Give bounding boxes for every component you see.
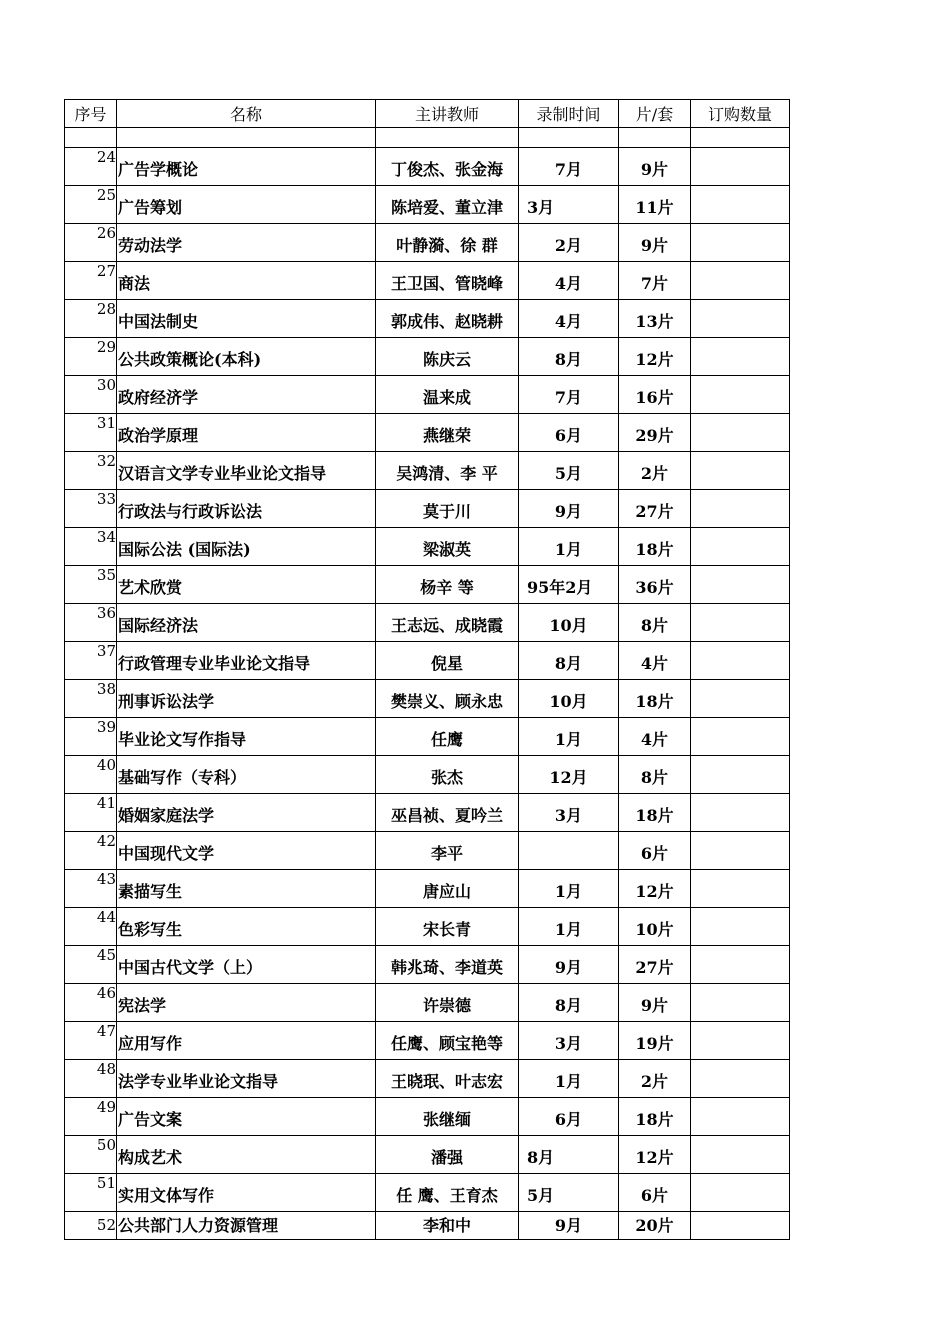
piece-count: 6片 <box>619 832 691 870</box>
order-quantity-cell[interactable] <box>691 604 790 642</box>
teacher-name: 杨辛 等 <box>376 566 519 604</box>
record-time: 6月 <box>519 414 619 452</box>
header-cell-time: 录制时间 <box>519 100 619 128</box>
row-number: 35 <box>65 566 117 604</box>
teacher-name: 吴鸿清、李 平 <box>376 452 519 490</box>
course-name: 公共政策概论(本科) <box>117 338 376 376</box>
course-name: 中国现代文学 <box>117 832 376 870</box>
piece-count: 12片 <box>619 1136 691 1174</box>
table-row <box>65 148 790 186</box>
piece-count: 18片 <box>619 680 691 718</box>
teacher-name: 温来成 <box>376 376 519 414</box>
header-cell-order-qty: 订购数量 <box>691 100 790 128</box>
blank-cell <box>691 128 790 148</box>
order-quantity-cell[interactable] <box>691 1022 790 1060</box>
teacher-name: 许崇德 <box>376 984 519 1022</box>
blank-cell <box>65 128 117 148</box>
course-name: 法学专业毕业论文指导 <box>117 1060 376 1098</box>
record-time: 3月 <box>519 1022 619 1060</box>
piece-count: 6片 <box>619 1174 691 1212</box>
record-time: 1月 <box>519 870 619 908</box>
order-quantity-cell[interactable] <box>691 414 790 452</box>
order-quantity-cell[interactable] <box>691 528 790 566</box>
header-cell-name: 名称 <box>117 100 376 128</box>
course-name: 基础写作（专科） <box>117 756 376 794</box>
teacher-name: 倪星 <box>376 642 519 680</box>
course-table <box>64 99 790 1240</box>
record-time: 12月 <box>519 756 619 794</box>
order-quantity-cell[interactable] <box>691 1098 790 1136</box>
record-time: 5月 <box>519 1174 619 1212</box>
table-row <box>65 490 790 528</box>
order-quantity-cell[interactable] <box>691 794 790 832</box>
table-row <box>65 946 790 984</box>
blank-cell <box>519 128 619 148</box>
table-row <box>65 528 790 566</box>
piece-count: 9片 <box>619 224 691 262</box>
piece-count: 8片 <box>619 604 691 642</box>
row-number: 41 <box>65 794 117 832</box>
table-row <box>65 414 790 452</box>
piece-count: 10片 <box>619 908 691 946</box>
teacher-name: 王晓珉、叶志宏 <box>376 1060 519 1098</box>
header-cell-no: 序号 <box>65 100 117 128</box>
course-name: 政府经济学 <box>117 376 376 414</box>
teacher-name: 任鹰、顾宝艳等 <box>376 1022 519 1060</box>
row-number: 33 <box>65 490 117 528</box>
order-quantity-cell[interactable] <box>691 452 790 490</box>
piece-count: 36片 <box>619 566 691 604</box>
piece-count: 7片 <box>619 262 691 300</box>
row-number: 25 <box>65 186 117 224</box>
row-number: 30 <box>65 376 117 414</box>
blank-row <box>65 128 790 148</box>
piece-count: 2片 <box>619 1060 691 1098</box>
piece-count: 27片 <box>619 946 691 984</box>
blank-cell <box>117 128 376 148</box>
teacher-name: 张杰 <box>376 756 519 794</box>
piece-count: 20片 <box>619 1212 691 1240</box>
course-name: 劳动法学 <box>117 224 376 262</box>
row-number: 40 <box>65 756 117 794</box>
teacher-name: 王志远、成晓霞 <box>376 604 519 642</box>
piece-count: 18片 <box>619 528 691 566</box>
row-number: 46 <box>65 984 117 1022</box>
table-row <box>65 870 790 908</box>
table-row <box>65 338 790 376</box>
teacher-name: 张继缅 <box>376 1098 519 1136</box>
order-quantity-cell[interactable] <box>691 642 790 680</box>
record-time: 2月 <box>519 224 619 262</box>
table-row <box>65 1060 790 1098</box>
table-row <box>65 1098 790 1136</box>
course-name: 中国古代文学（上） <box>117 946 376 984</box>
course-name: 广告文案 <box>117 1098 376 1136</box>
order-quantity-cell[interactable] <box>691 832 790 870</box>
course-name: 国际经济法 <box>117 604 376 642</box>
row-number: 51 <box>65 1174 117 1212</box>
table-row <box>65 224 790 262</box>
course-name: 应用写作 <box>117 1022 376 1060</box>
order-quantity-cell[interactable] <box>691 718 790 756</box>
course-name: 广告筹划 <box>117 186 376 224</box>
order-quantity-cell[interactable] <box>691 186 790 224</box>
teacher-name: 郭成伟、赵晓耕 <box>376 300 519 338</box>
table-row <box>65 1136 790 1174</box>
order-quantity-cell[interactable] <box>691 1136 790 1174</box>
row-number: 28 <box>65 300 117 338</box>
record-time: 3月 <box>519 186 619 224</box>
course-name: 素描写生 <box>117 870 376 908</box>
row-number: 27 <box>65 262 117 300</box>
course-name: 刑事诉讼法学 <box>117 680 376 718</box>
order-quantity-cell[interactable] <box>691 1212 790 1240</box>
teacher-name: 陈庆云 <box>376 338 519 376</box>
record-time: 8月 <box>519 338 619 376</box>
table-row <box>65 680 790 718</box>
record-time: 10月 <box>519 680 619 718</box>
table-row <box>65 642 790 680</box>
row-number: 50 <box>65 1136 117 1174</box>
row-number: 37 <box>65 642 117 680</box>
teacher-name: 莫于川 <box>376 490 519 528</box>
order-quantity-cell[interactable] <box>691 1060 790 1098</box>
row-number: 36 <box>65 604 117 642</box>
table-row <box>65 376 790 414</box>
teacher-name: 丁俊杰、张金海 <box>376 148 519 186</box>
table-row <box>65 1022 790 1060</box>
order-quantity-cell[interactable] <box>691 756 790 794</box>
piece-count: 9片 <box>619 984 691 1022</box>
teacher-name: 任鹰 <box>376 718 519 756</box>
record-time: 4月 <box>519 262 619 300</box>
order-quantity-cell[interactable] <box>691 262 790 300</box>
course-name: 广告学概论 <box>117 148 376 186</box>
row-number: 24 <box>65 148 117 186</box>
record-time: 1月 <box>519 908 619 946</box>
course-name: 行政法与行政诉讼法 <box>117 490 376 528</box>
course-name: 毕业论文写作指导 <box>117 718 376 756</box>
order-quantity-cell[interactable] <box>691 908 790 946</box>
course-name: 构成艺术 <box>117 1136 376 1174</box>
course-name: 公共部门人力资源管理 <box>117 1212 376 1240</box>
row-number: 29 <box>65 338 117 376</box>
record-time: 9月 <box>519 1212 619 1240</box>
teacher-name: 任 鹰、王育杰 <box>376 1174 519 1212</box>
row-number: 32 <box>65 452 117 490</box>
table-row <box>65 984 790 1022</box>
order-quantity-cell[interactable] <box>691 680 790 718</box>
table-row <box>65 186 790 224</box>
table-row <box>65 452 790 490</box>
piece-count: 19片 <box>619 1022 691 1060</box>
order-quantity-cell[interactable] <box>691 300 790 338</box>
record-time: 5月 <box>519 452 619 490</box>
piece-count: 2片 <box>619 452 691 490</box>
course-name: 婚姻家庭法学 <box>117 794 376 832</box>
row-number: 39 <box>65 718 117 756</box>
record-time: 9月 <box>519 490 619 528</box>
header-row <box>65 100 790 128</box>
table-row <box>65 908 790 946</box>
order-quantity-cell[interactable] <box>691 338 790 376</box>
teacher-name: 唐应山 <box>376 870 519 908</box>
teacher-name: 潘强 <box>376 1136 519 1174</box>
table-row <box>65 566 790 604</box>
record-time: 1月 <box>519 528 619 566</box>
piece-count: 18片 <box>619 794 691 832</box>
record-time: 7月 <box>519 376 619 414</box>
teacher-name: 韩兆琦、李道英 <box>376 946 519 984</box>
course-name: 政治学原理 <box>117 414 376 452</box>
teacher-name: 陈培爱、董立津 <box>376 186 519 224</box>
piece-count: 11片 <box>619 186 691 224</box>
row-number: 43 <box>65 870 117 908</box>
order-quantity-cell[interactable] <box>691 376 790 414</box>
order-quantity-cell[interactable] <box>691 984 790 1022</box>
teacher-name: 梁淑英 <box>376 528 519 566</box>
order-quantity-cell[interactable] <box>691 566 790 604</box>
row-number: 48 <box>65 1060 117 1098</box>
record-time: 4月 <box>519 300 619 338</box>
course-name: 汉语言文学专业毕业论文指导 <box>117 452 376 490</box>
course-name: 艺术欣赏 <box>117 566 376 604</box>
piece-count: 4片 <box>619 718 691 756</box>
record-time: 10月 <box>519 604 619 642</box>
teacher-name: 燕继荣 <box>376 414 519 452</box>
row-number: 45 <box>65 946 117 984</box>
row-number: 42 <box>65 832 117 870</box>
record-time: 9月 <box>519 946 619 984</box>
record-time: 6月 <box>519 1098 619 1136</box>
piece-count: 12片 <box>619 870 691 908</box>
course-name: 中国法制史 <box>117 300 376 338</box>
header-cell-pieces: 片/套 <box>619 100 691 128</box>
table-row <box>65 604 790 642</box>
order-quantity-cell[interactable] <box>691 870 790 908</box>
row-number: 38 <box>65 680 117 718</box>
order-quantity-cell[interactable] <box>691 148 790 186</box>
blank-cell <box>376 128 519 148</box>
piece-count: 12片 <box>619 338 691 376</box>
order-quantity-cell[interactable] <box>691 946 790 984</box>
row-number: 47 <box>65 1022 117 1060</box>
piece-count: 4片 <box>619 642 691 680</box>
table-row <box>65 300 790 338</box>
course-name: 实用文体写作 <box>117 1174 376 1212</box>
table-row <box>65 262 790 300</box>
teacher-name: 李平 <box>376 832 519 870</box>
teacher-name: 王卫国、管晓峰 <box>376 262 519 300</box>
table-row <box>65 718 790 756</box>
order-quantity-cell[interactable] <box>691 490 790 528</box>
record-time: 7月 <box>519 148 619 186</box>
piece-count: 13片 <box>619 300 691 338</box>
record-time: 95年2月 <box>519 566 619 604</box>
course-name: 国际公法 (国际法) <box>117 528 376 566</box>
table-row <box>65 832 790 870</box>
row-number: 44 <box>65 908 117 946</box>
order-quantity-cell[interactable] <box>691 1174 790 1212</box>
table-row <box>65 1212 790 1240</box>
table-row <box>65 756 790 794</box>
piece-count: 9片 <box>619 148 691 186</box>
row-number: 52 <box>65 1212 117 1240</box>
table-row <box>65 794 790 832</box>
piece-count: 16片 <box>619 376 691 414</box>
teacher-name: 李和中 <box>376 1212 519 1240</box>
piece-count: 27片 <box>619 490 691 528</box>
blank-cell <box>619 128 691 148</box>
teacher-name: 樊崇义、顾永忠 <box>376 680 519 718</box>
teacher-name: 宋长青 <box>376 908 519 946</box>
course-name: 色彩写生 <box>117 908 376 946</box>
piece-count: 29片 <box>619 414 691 452</box>
record-time: 1月 <box>519 1060 619 1098</box>
record-time: 8月 <box>519 984 619 1022</box>
piece-count: 18片 <box>619 1098 691 1136</box>
row-number: 31 <box>65 414 117 452</box>
teacher-name: 叶静漪、徐 群 <box>376 224 519 262</box>
course-name: 宪法学 <box>117 984 376 1022</box>
record-time: 3月 <box>519 794 619 832</box>
row-number: 34 <box>65 528 117 566</box>
header-cell-teacher: 主讲教师 <box>376 100 519 128</box>
row-number: 26 <box>65 224 117 262</box>
course-name: 行政管理专业毕业论文指导 <box>117 642 376 680</box>
table-row <box>65 1174 790 1212</box>
teacher-name: 巫昌祯、夏吟兰 <box>376 794 519 832</box>
piece-count: 8片 <box>619 756 691 794</box>
record-time: 1月 <box>519 718 619 756</box>
order-quantity-cell[interactable] <box>691 224 790 262</box>
course-name: 商法 <box>117 262 376 300</box>
row-number: 49 <box>65 1098 117 1136</box>
record-time: 8月 <box>519 1136 619 1174</box>
record-time: 8月 <box>519 642 619 680</box>
record-time <box>519 832 619 870</box>
